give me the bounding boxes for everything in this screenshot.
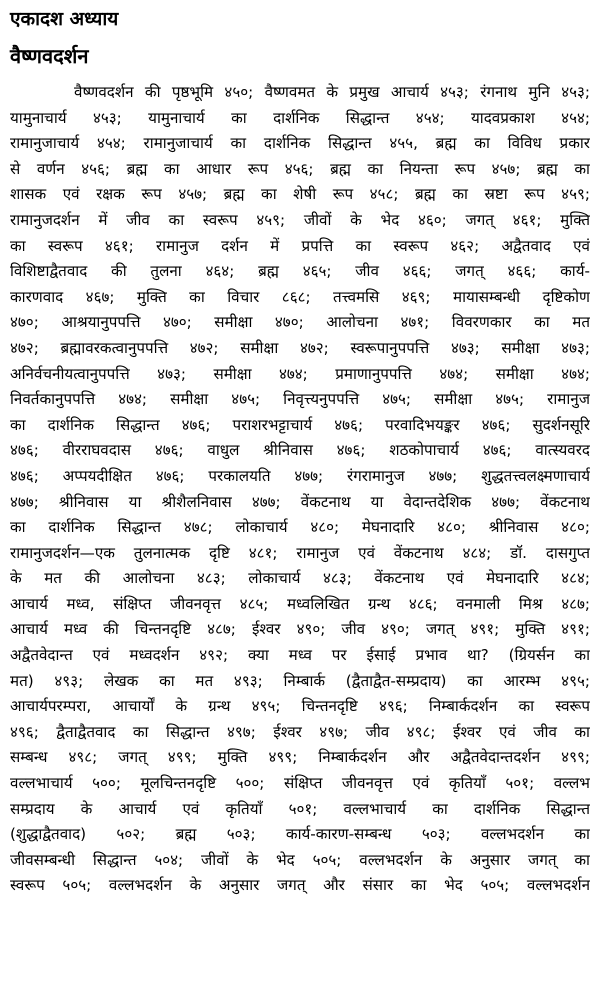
text-line: अनिर्वचनीयत्वानुपपत्ति ४७३; समीक्षा ४७४; प्रमाणानुपपत्ति ४७४; समीक्षा ४७४; <box>10 364 590 383</box>
text-line: विशिष्टाद्वैतवाद की तुलना ४६४; ब्रह्म ४६५; जीव ४६६; जगत् ४६६; कार्य- <box>10 262 590 281</box>
text-line: ४९६; द्वैताद्वैतवाद का सिद्धान्त ४९७; ईश्वर ४९७; जीव ४९८; ईश्वर एवं जीव का <box>10 722 590 741</box>
text-line: शासक एवं रक्षक रूप ४५७; ब्रह्म का शेषी रूप ४५८; ब्रह्म का स्रष्टा रूप ४५९; <box>10 185 590 204</box>
text-line: का दार्शनिक सिद्धान्त ४७६; पराशरभट्टाचार्य ४७६; परवादिभयङ्कर ४७६; सुदर्शनसूरि <box>10 415 590 434</box>
text-line: मत) ४९३; लेखक का मत ४९३; निम्बार्क (द्वैताद्वैत-सम्प्रदाय) का आरम्भ ४९५; <box>10 671 590 690</box>
text-line: ४७०; आश्रयानुपपत्ति ४७०; समीक्षा ४७०; आलोचना ४७१; विवरणकार का मत <box>10 313 590 332</box>
text-line: सम्प्रदाय के आचार्य एवं कृतियाँ ५०१; वल्लभाचार्य का दार्शनिक सिद्धान्त <box>10 799 590 818</box>
text-line: (शुद्धाद्वैतवाद) ५०२; ब्रह्म ५०३; कार्य-कारण-सम्बन्ध ५०३; वल्लभदर्शन का <box>10 825 590 844</box>
text-line: कारणवाद ४६७; मुक्ति का विचार ८६८; तत्त्वमसि ४६९; मायासम्बन्धी दृष्टिकोण <box>10 287 590 306</box>
chapter-title: एकादश अध्याय <box>10 8 119 30</box>
text-line: निवर्तकानुपपत्ति ४७४; समीक्षा ४७५; निवृत्त्यनुपपत्ति ४७५; समीक्षा ४७५; रामानुज <box>10 390 590 409</box>
contents-paragraph <box>10 80 590 899</box>
text-line: वल्लभाचार्य ५००; मूलचिन्तनदृष्टि ५००; संक्षिप्त जीवनवृत्त एवं कृतियाँ ५०१; वल्लभ <box>10 774 590 793</box>
text-line: रामानुजदर्शन—एक तुलनात्मक दृष्टि ४८१; रामानुज एवं वेंकटनाथ ४८४; डॉ. दासगुप्त <box>10 543 590 562</box>
text-line: से वर्णन ४५६; ब्रह्म का आधार रूप ४५६; ब्रह्म का नियन्ता रूप ४५७; ब्रह्म का <box>10 159 590 178</box>
text-line: सम्बन्ध ४९८; जगत् ४९९; मुक्ति ४९९; निम्बार्कदर्शन और अद्वैतवेदान्तदर्शन ४९९; <box>10 748 590 767</box>
text-line: रामानुजदर्शन में जीव का स्वरूप ४५९; जीवों के भेद ४६०; जगत् ४६१; मुक्ति <box>10 210 590 229</box>
text-line: अद्वैतवेदान्त एवं मध्वदर्शन ४९२; क्या मध्व पर ईसाई प्रभाव था? (ग्रियर्सन का <box>10 646 590 665</box>
text-line: यामुनाचार्य ४५३; यामुनाचार्य का दार्शनिक सिद्धान्त ४५४; यादवप्रकाश ४५४; <box>10 108 590 127</box>
text-line: रामानुजाचार्य ४५४; रामानुजाचार्य का दार्शनिक सिद्धान्त ४५५, ब्रह्म का विविध प्रकार <box>10 134 590 153</box>
section-title: वैष्णवदर्शन <box>10 44 89 68</box>
text-line: स्वरूप ५०५; वल्लभदर्शन के अनुसार जगत् और संसार का भेद ५०५; वल्लभदर्शन <box>10 876 590 895</box>
text-line: ४७७; श्रीनिवास या श्रीशैलनिवास ४७७; वेंकटनाथ या वेदान्तदेशिक ४७७; वेंकटनाथ <box>10 492 590 511</box>
text-line: आचार्यपरम्परा, आचार्यों के ग्रन्थ ४९५; चिन्तनदृष्टि ४९६; निम्बार्कदर्शन का स्वरूप <box>10 697 590 716</box>
text-line: ४७६; वीरराघवदास ४७६; वाधुल श्रीनिवास ४७६; शठकोपाचार्य ४७६; वात्स्यवरद <box>10 441 590 460</box>
text-line: वैष्णवदर्शन की पृष्ठभूमि ४५०; वैष्णवमत के प्रमुख आचार्य ४५३; रंगनाथ मुनि ४५३; <box>74 83 590 101</box>
text-line: आचार्य मध्व, संक्षिप्त जीवनवृत्त ४८५; मध्वलिखित ग्रन्थ ४८६; वनमाली मिश्र ४८७; <box>10 594 590 613</box>
text-line: ४७६; अप्पयदीक्षित ४७६; परकालयति ४७७; रंगरामानुज ४७७; शुद्धतत्त्वलक्ष्मणाचार्य <box>10 466 590 485</box>
text-line: आचार्य मध्व की चिन्तनदृष्टि ४८७; ईश्वर ४९०; जीव ४९०; जगत् ४९१; मुक्ति ४९१; <box>10 620 590 639</box>
text-line: का दार्शनिक सिद्धान्त ४७८; लोकाचार्य ४८०; मेघनादारि ४८०; श्रीनिवास ४८०; <box>10 518 590 537</box>
text-line: ४७२; ब्रह्मावरकत्वानुपपत्ति ४७२; समीक्षा ४७२; स्वरूपानुपपत्ति ४७३; समीक्षा ४७३; <box>10 338 590 357</box>
text-line: का स्वरूप ४६१; रामानुज दर्शन में प्रपत्ति का स्वरूप ४६२; अद्वैतवाद एवं <box>10 236 590 255</box>
text-line: जीवसम्बन्धी सिद्धान्त ५०४; जीवों के भेद ५०५; वल्लभदर्शन के अनुसार जगत् का <box>10 850 590 869</box>
text-line: के मत की आलोचना ४८३; लोकाचार्य ४८३; वेंकटनाथ एवं मेघनादारि ४८४; <box>10 569 590 588</box>
